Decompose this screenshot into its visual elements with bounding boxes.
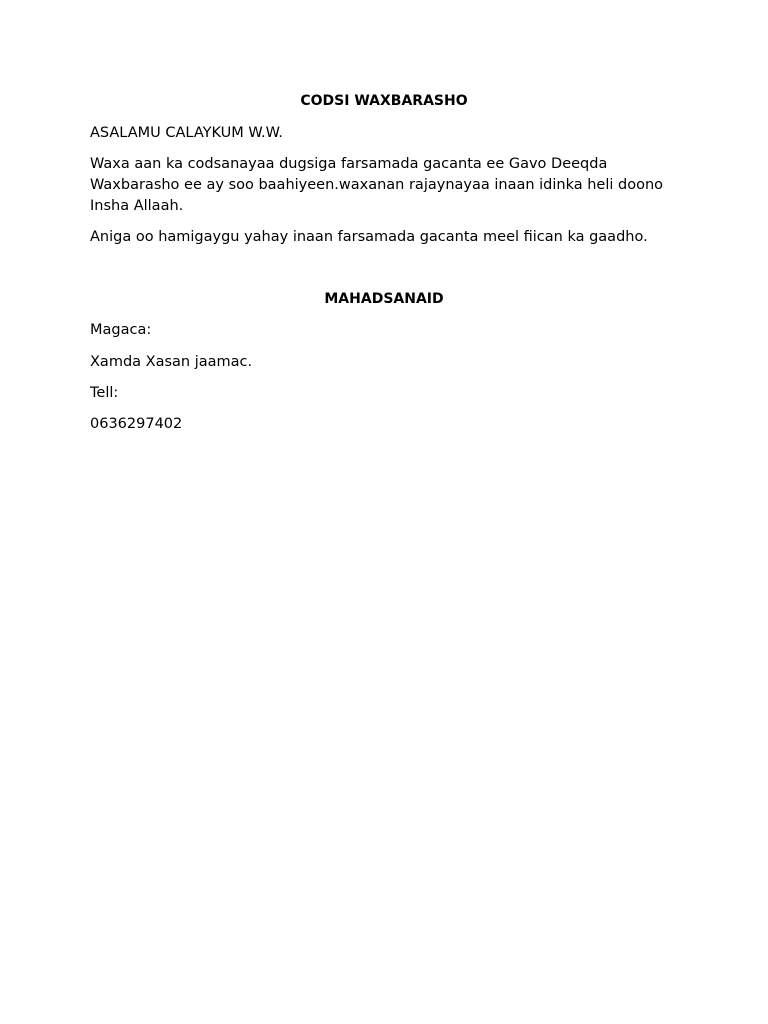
- document-title: CODSI WAXBARASHO: [300, 93, 468, 109]
- request-paragraph: Waxa aan ka codsanayaa dugsiga farsamada gacanta ee Gavo Deeqda Waxbarasho ee ay soo baahiyeen.waxanan rajaynayaa inaan idinka heli doono Insha Allaah.: [90, 156, 664, 214]
- name-value: Xamda Xasan jaamac.: [90, 354, 253, 370]
- name-label: Magaca:: [90, 322, 152, 338]
- phone-value: 0636297402: [90, 416, 183, 432]
- ambition-paragraph: Aniga oo hamigaygu yahay inaan farsamada gacanta meel fiican ka gaadho.: [90, 229, 648, 245]
- closing-heading: MAHADSANAID: [324, 291, 444, 307]
- greeting-text: ASALAMU CALAYKUM W.W.: [90, 125, 283, 141]
- phone-label: Tell:: [90, 385, 119, 401]
- document-page: [90, 0, 680, 1024]
